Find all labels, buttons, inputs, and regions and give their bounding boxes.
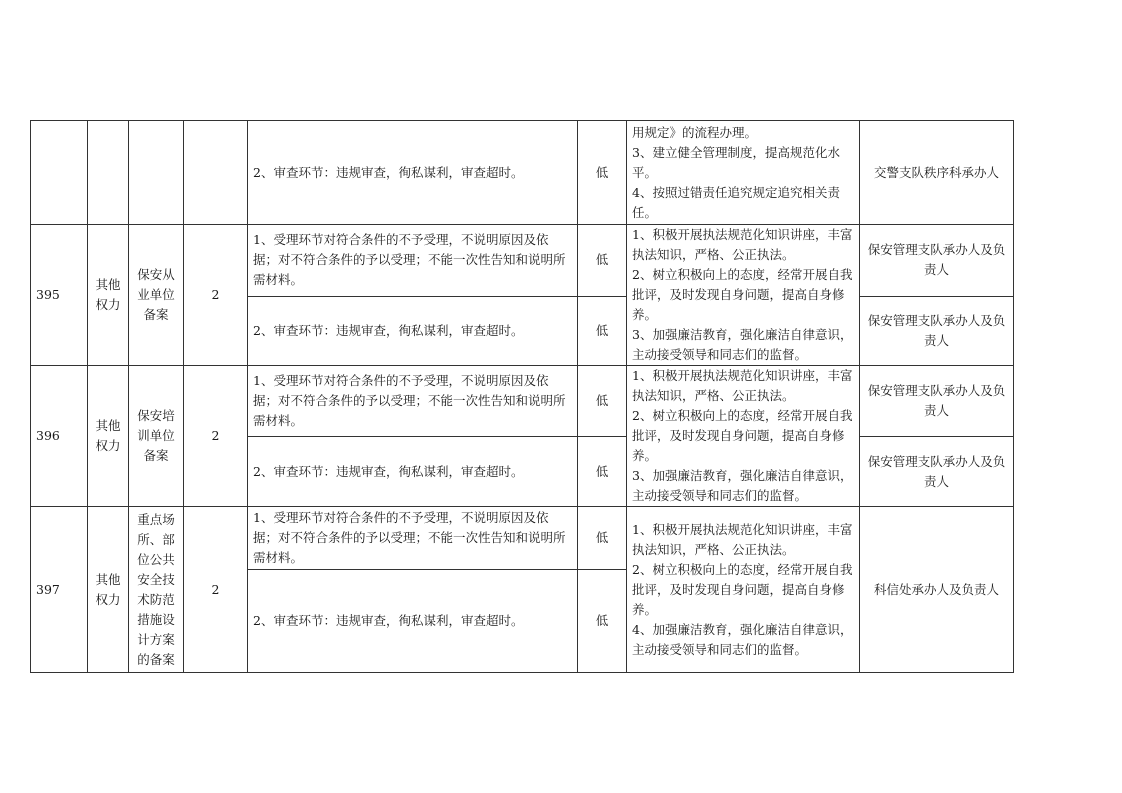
risk-text-cell: 2、审查环节：违规审查，徇私谋利，审查超时。 xyxy=(248,296,578,365)
risk-text-cell: 2、审查环节：违规审查，徇私谋利，审查超时。 xyxy=(248,570,578,673)
seq-cell: 397 xyxy=(31,507,88,673)
category-cell: 其他权力 xyxy=(88,507,129,673)
risk-level-cell: 低 xyxy=(578,225,627,297)
risk-table xyxy=(30,120,1014,673)
responsible-cell: 保安管理支队承办人及负责人 xyxy=(860,296,1014,365)
responsible-cell: 保安管理支队承办人及负责人 xyxy=(860,366,1014,437)
measures-cell xyxy=(627,507,860,673)
responsible-cell: 交警支队秩序科承办人 xyxy=(860,121,1014,225)
risk-level-cell: 低 xyxy=(578,296,627,365)
risk-text-cell: 2、审查环节：违规审查，徇私谋利，审查超时。 xyxy=(248,437,578,507)
table-row xyxy=(31,366,1014,437)
seq-cell: 395 xyxy=(31,225,88,366)
name-cell: 重点场所、部位公共安全技术防范措施设计方案的备案 xyxy=(129,507,184,673)
measure-line: 3、加强廉洁教育，强化廉洁自律意识，主动接受领导和同志们的监督。 xyxy=(632,468,853,503)
measure-line: 1、积极开展执法规范化知识讲座，丰富执法知识，严格、公正执法。 xyxy=(632,227,853,262)
measure-line: 用规定》的流程办理。 xyxy=(632,124,758,140)
risk-text-cell: 1、受理环节对符合条件的不予受理，不说明原因及依据；对不符合条件的予以受理；不能一次性告知和说明所需材料。 xyxy=(248,366,578,437)
name-cell xyxy=(129,121,184,225)
measure-line: 2、树立积极向上的态度，经常开展自我批评，及时发现自身问题，提高自身修养。 xyxy=(632,408,853,463)
name-cell: 保安培训单位备案 xyxy=(129,366,184,507)
risk-level-cell: 低 xyxy=(578,366,627,437)
seq-cell xyxy=(31,121,88,225)
measures-cell xyxy=(627,366,860,507)
category-cell: 其他权力 xyxy=(88,225,129,366)
count-cell: 2 xyxy=(184,225,248,366)
risk-level-cell: 低 xyxy=(578,437,627,507)
responsible-cell: 保安管理支队承办人及负责人 xyxy=(860,437,1014,507)
responsible-cell: 保安管理支队承办人及负责人 xyxy=(860,225,1014,297)
count-cell: 2 xyxy=(184,507,248,673)
table-row xyxy=(31,507,1014,570)
category-cell xyxy=(88,121,129,225)
responsible-cell: 科信处承办人及负责人 xyxy=(860,507,1014,673)
measure-line: 4、加强廉洁教育，强化廉洁自律意识，主动接受领导和同志们的监督。 xyxy=(632,621,853,657)
count-cell xyxy=(184,121,248,225)
category-cell: 其他权力 xyxy=(88,366,129,507)
measures-cell xyxy=(627,121,860,225)
name-cell: 保安从业单位备案 xyxy=(129,225,184,366)
risk-text-cell: 1、受理环节对符合条件的不予受理，不说明原因及依据；对不符合条件的予以受理；不能一次性告知和说明所需材料。 xyxy=(248,507,578,570)
measure-line: 2、树立积极向上的态度，经常开展自我批评，及时发现自身问题，提高自身修养。 xyxy=(632,561,853,617)
count-cell: 2 xyxy=(184,366,248,507)
measure-line: 3、加强廉洁教育，强化廉洁自律意识，主动接受领导和同志们的监督。 xyxy=(632,327,853,362)
risk-level-cell: 低 xyxy=(578,570,627,673)
measure-line: 1、积极开展执法规范化知识讲座，丰富执法知识，严格、公正执法。 xyxy=(632,368,853,403)
seq-cell: 396 xyxy=(31,366,88,507)
table-row xyxy=(31,225,1014,297)
risk-level-cell: 低 xyxy=(578,507,627,570)
measures-cell xyxy=(627,225,860,366)
table-row xyxy=(31,121,1014,225)
risk-text-cell: 2、审查环节：违规审查，徇私谋利，审查超时。 xyxy=(248,121,578,225)
measure-line: 2、树立积极向上的态度，经常开展自我批评，及时发现自身问题，提高自身修养。 xyxy=(632,267,853,322)
measure-line: 4、按照过错责任追究规定追究相关责任。 xyxy=(632,184,840,220)
measure-line: 1、积极开展执法规范化知识讲座，丰富执法知识，严格、公正执法。 xyxy=(632,521,853,557)
risk-text-cell: 1、受理环节对符合条件的不予受理，不说明原因及依据；对不符合条件的予以受理；不能一次性告知和说明所需材料。 xyxy=(248,225,578,297)
measure-line: 3、建立健全管理制度，提高规范化水平。 xyxy=(632,144,840,180)
risk-level-cell: 低 xyxy=(578,121,627,225)
